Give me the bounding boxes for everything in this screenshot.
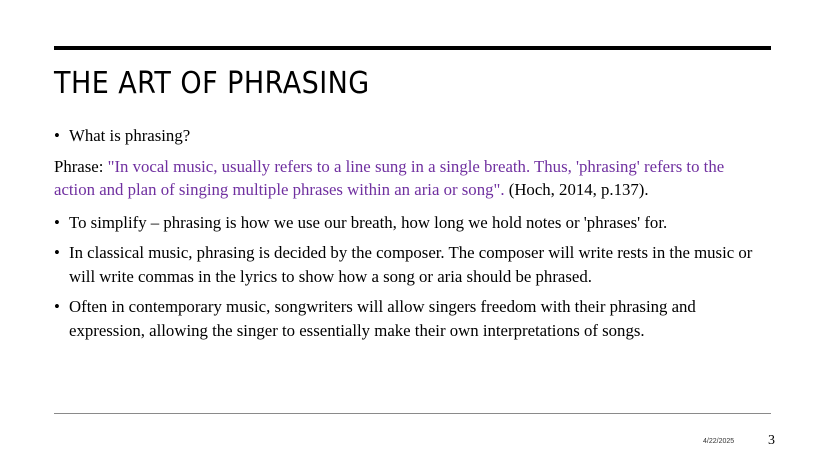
bullet-dot: • (54, 297, 60, 316)
bullet-item (54, 124, 766, 148)
bullet-text: To simplify – phrasing is how we use our breath, how long we hold notes or 'phrases' for. (69, 212, 668, 232)
slide-body (54, 124, 766, 349)
bullet-item (54, 211, 766, 235)
bullet-dot: • (54, 212, 60, 232)
bullet-item (54, 295, 766, 342)
bullet-text: Often in contemporary music, songwriters will allow singers freedom with their phrasing and expression, allowing the singer to essentially make their own interpretations of songs. (69, 297, 696, 340)
bullet-item (54, 241, 766, 288)
slide-title: THE ART OF PHRASING (54, 66, 370, 101)
phrase-definition (54, 155, 766, 202)
page-number: 3 (768, 433, 775, 448)
phrase-quote: "In vocal music, usually refers to a line sung in a single breath. Thus, 'phrasing' refers to the action and plan of singing multiple phrases within an aria or song". (54, 156, 725, 199)
slide-date: 4/22/2025 (703, 438, 735, 445)
phrase-label: Phrase: (54, 156, 108, 176)
bullet-text: What is phrasing? (69, 126, 191, 145)
bullet-text: In classical music, phrasing is decided by the composer. The composer will write rests in the music or will write commas in the lyrics to show how a song or aria should be phrased. (69, 243, 753, 286)
bullet-dot: • (54, 243, 60, 262)
title-top-rule (54, 46, 771, 50)
footer-rule (54, 413, 771, 414)
bullet-dot: • (54, 126, 60, 145)
phrase-citation: (Hoch, 2014, p.137). (504, 180, 649, 199)
